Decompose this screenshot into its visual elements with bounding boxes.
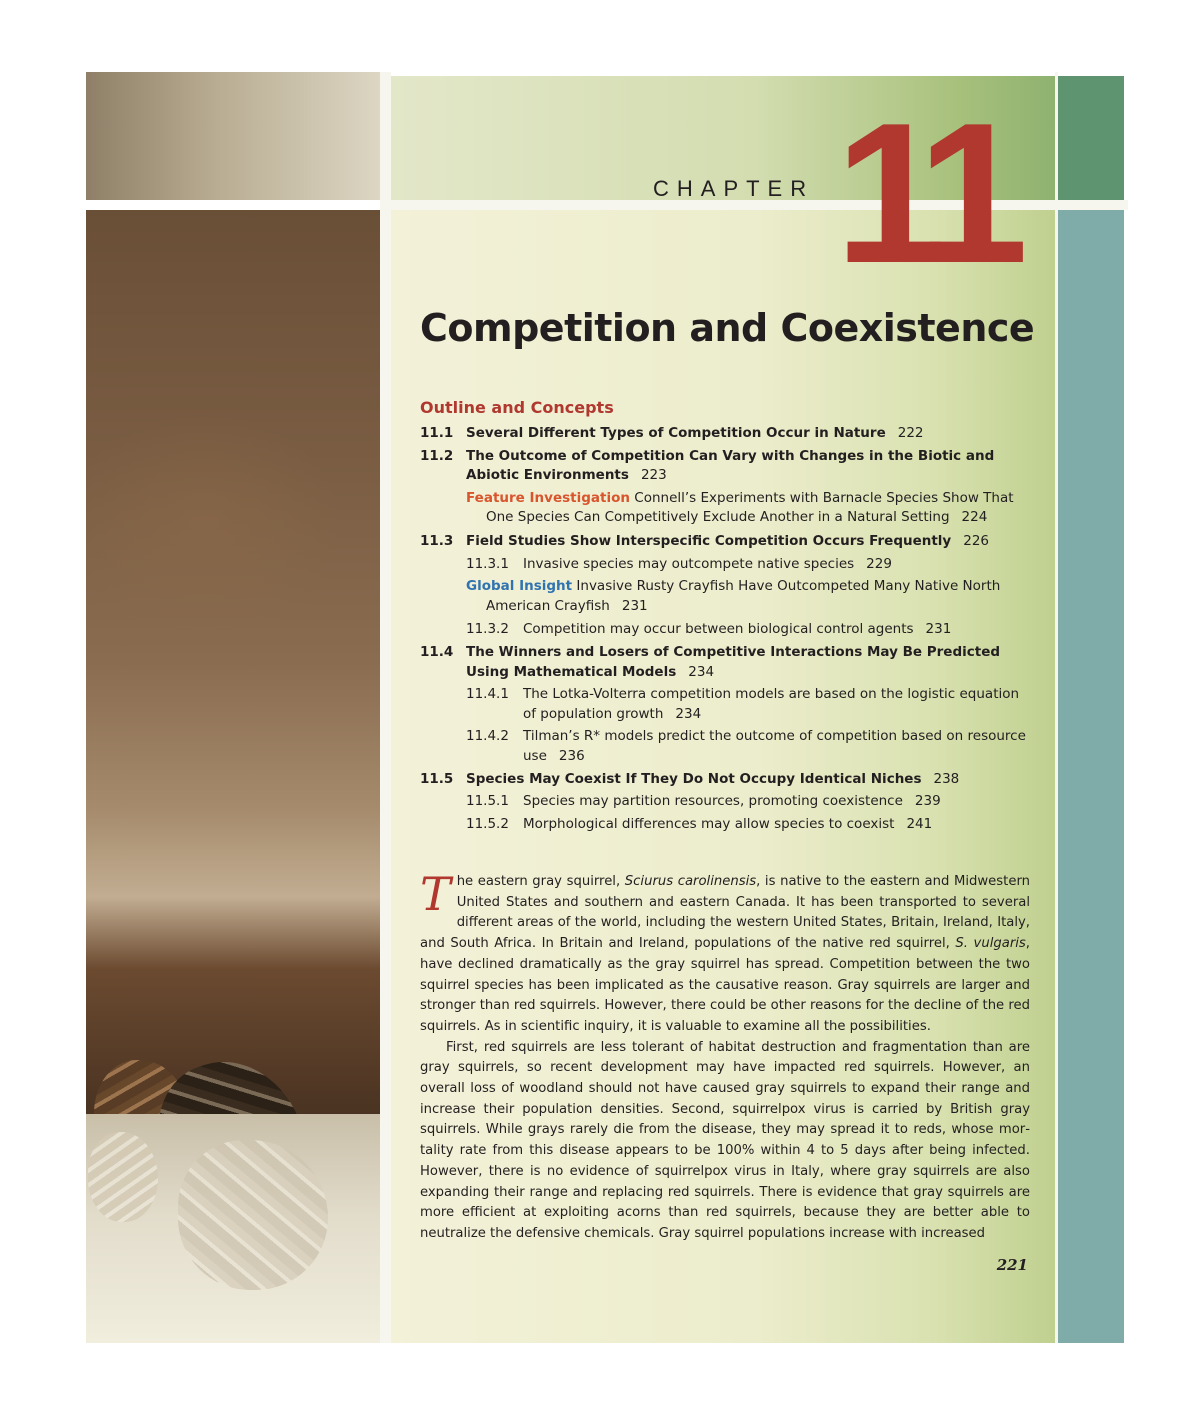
faded-photo: [86, 1114, 386, 1343]
teal-margin: [1058, 210, 1124, 1343]
chapter-label: CHAPTER: [653, 176, 815, 201]
outline-list: [420, 424, 1030, 837]
global-insight-label: Global Insight: [466, 578, 573, 595]
drop-cap: T: [420, 867, 451, 921]
outline-subitem[interactable]: 11.4.1 The Lotka-Volterra competition models are based on the logistic equation of population growth 234: [466, 686, 1020, 722]
outline-subitem[interactable]: 11.3.1 Invasive species may outcompete native species 229: [466, 555, 892, 572]
outline-subitem[interactable]: 11.4.2 Tilman’s R* models predict the outcome of competition based on resource use 236: [466, 728, 1026, 764]
chapter-number: 11: [835, 82, 1011, 305]
pinecone-image: [178, 1140, 328, 1290]
outline-heading: Outline and Concepts: [420, 398, 614, 417]
outline-item[interactable]: 11.1 Several Different Types of Competition Occur in Nature 222: [420, 425, 924, 441]
paragraph: First, red squirrels are less tolerant of habitat destruction and fragmentation than are gray squirrels, so recent development may have impacted red squirrels. However, an overall loss of woodland should not have caused gray squirrels to expand their range and increase their population densities. Second, squirrelpox virus is carried by British gray squirrels. While grays rarely die from the disease, they may spread it to reds, whose mortality rate from this disease appears to be 100% within 4 to 5 days after being infected. However, there is no evidence of squirrelpox virus in Italy, where gray squirrels are also expanding their range and replacing red squirrels. There is evidence that gray squirrels are more efficient at exploiting acorns than red squirrels, because they are better able to neutralize the defensive chemicals. Gray squirrel populations increase with increased: [420, 1039, 1030, 1241]
global-insight-item[interactable]: Global Insight Invasive Rusty Crayfish Have Outcompeted Many Native North American Crayfish 231: [466, 578, 1001, 614]
feature-investigation-item[interactable]: Feature Investigation Connell’s Experiments with Barnacle Species Show That One Species Can Competitively Exclude Another in a Natural Setting 224: [466, 489, 1014, 526]
outline-subitem[interactable]: 11.5.2 Morphological differences may allow species to coexist 241: [466, 815, 933, 832]
paragraph: The eastern gray squirrel, Sciurus carolinensis, is native to the eastern and Midwestern United States and southern and eastern Canada. It has been transported to several different areas of the world, including the western United States, Britain, Ireland, Italy, and South Africa. In Britain and Ireland, populations of the native red squirrel, S. vulgaris, have declined dramatically as the gray squirrel has spread. Competition between the two squirrel species has been implicated as the causative reason. Gray squirrels are larger and stronger than red squirrels. However, there could be other reasons for the decline of the red squirrels. As in scientific inquiry, it is valuable to examine all the possibilities.: [420, 867, 1031, 1034]
page-number: 221: [996, 1256, 1028, 1274]
body-text: [420, 867, 1031, 1245]
feature-investigation-label: Feature Investigation: [466, 489, 630, 506]
divider-line: [1055, 72, 1058, 1343]
pinecone-image: [88, 1132, 158, 1222]
photo-strip-top: [86, 72, 380, 200]
textbook-page: [86, 72, 1128, 1343]
outline-subitem[interactable]: 11.3.2 Competition may occur between biological control agents 231: [466, 621, 952, 638]
outline-item[interactable]: 11.4 The Winners and Losers of Competitive Interactions May Be Predicted Using Mathematical Models 234: [420, 643, 1001, 680]
chapter-title: Competition and Coexistence: [420, 306, 1035, 350]
outline-item[interactable]: 11.5 Species May Coexist If They Do Not Occupy Identical Niches 238: [420, 770, 960, 787]
divider-line: [380, 72, 391, 1343]
outline-item[interactable]: 11.3 Field Studies Show Interspecific Competition Occurs Frequently 226: [420, 532, 990, 549]
outline-item[interactable]: 11.2 The Outcome of Competition Can Vary with Changes in the Biotic and Abiotic Environments 223: [420, 447, 995, 484]
outline-subitem[interactable]: 11.5.1 Species may partition resources, promoting coexistence 239: [466, 793, 941, 810]
pinecone-photo: [86, 210, 380, 1114]
header-band-corner: [1058, 76, 1124, 200]
